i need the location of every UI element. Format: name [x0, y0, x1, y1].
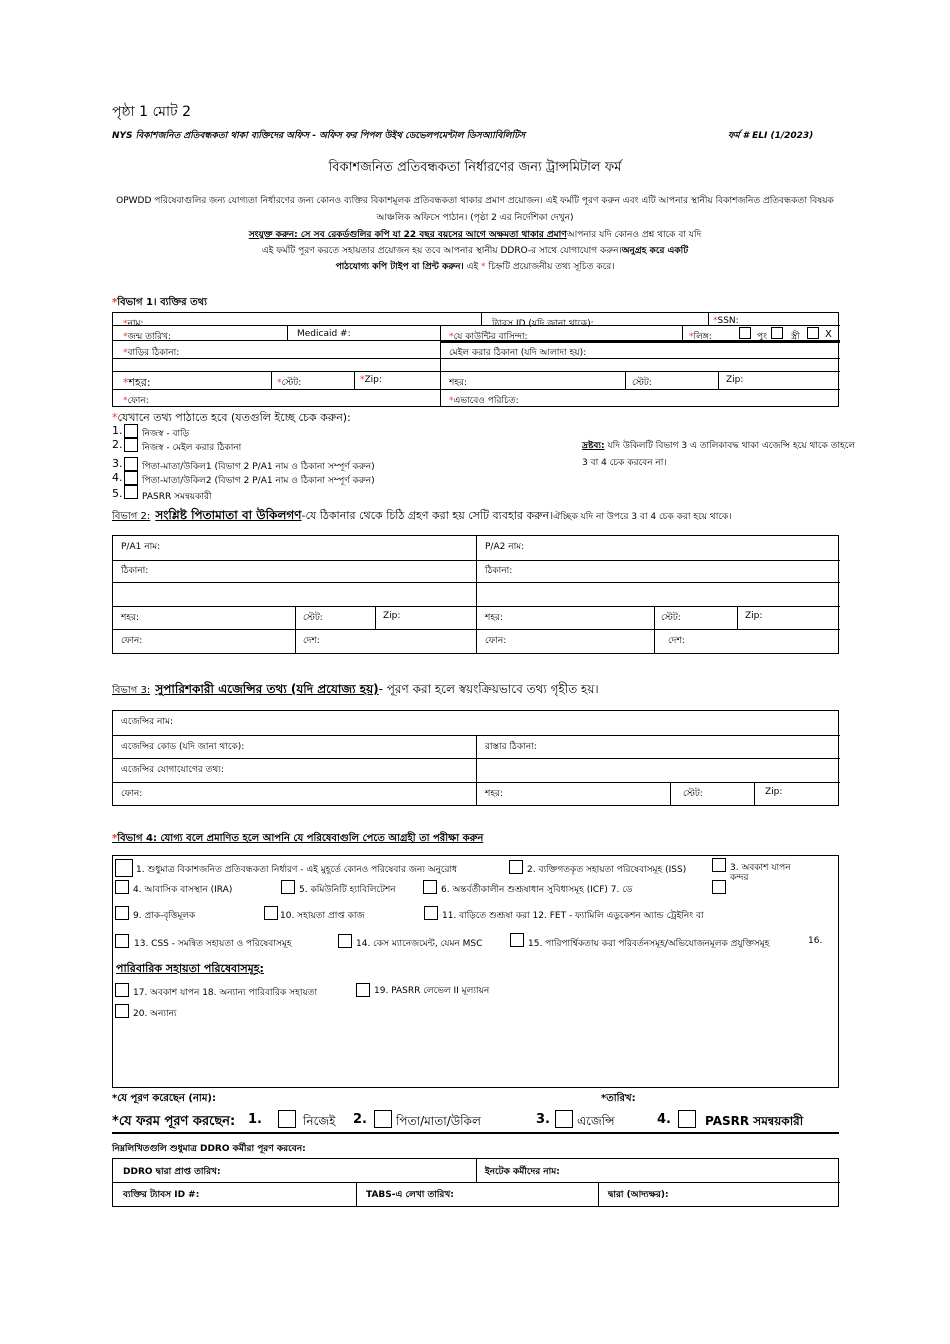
- section1-heading: *বিভাগ 1। ব্যক্তির তথ্য: [112, 297, 207, 308]
- attach-line: [112, 227, 838, 242]
- section3-table: [112, 710, 839, 806]
- send-option-2-checkbox[interactable]: [124, 438, 138, 452]
- zip-field[interactable]: *Zip:: [360, 375, 382, 385]
- agency-zip-field[interactable]: Zip:: [765, 787, 783, 797]
- note-line-1: দ্রষ্টব্য: যদি উকিলটি বিভাগ 3 এ তালিকাবদ্ধ থাকা এজেন্সি হয়ে থাকে তাহলে: [582, 441, 856, 451]
- service-14-label: 14. কেস ম্যানেজমেন্ট, যেমন MSC: [356, 939, 483, 949]
- service-7-checkbox[interactable]: [712, 880, 726, 894]
- pa1-name-field[interactable]: P/A1 নাম:: [121, 542, 161, 552]
- also-known-field[interactable]: *এভাবেও পরিচিত:: [449, 396, 519, 406]
- service-17-checkbox[interactable]: [115, 983, 129, 997]
- send-option-4-checkbox[interactable]: [124, 471, 138, 485]
- agency-state-field[interactable]: স্টেট:: [683, 789, 703, 799]
- service-5-label: 5. কমিউনিটি হ্যাবিলিটেশন: [299, 885, 396, 895]
- home-address-field[interactable]: *বাড়ির ঠিকানা:: [123, 348, 180, 358]
- attach-rest: আপনার যদি কোনও প্রশ্ন থাকে বা যদি: [566, 230, 702, 240]
- help-text: এই ফর্মটি পূরণ করতে সহায়তার প্রয়োজন হয় তবে আপনার স্থানীয় DDRO-র সাথে যোগাযোগ করুন।: [261, 246, 622, 256]
- agency-name-field[interactable]: এজেন্সির নাম:: [121, 717, 173, 727]
- tabs-entry-date-field[interactable]: TABS-এ লেখা তারিখ:: [366, 1190, 454, 1200]
- service-2-label: 2. ব্যক্তিগতকৃত সহায়তা পরিষেবাসমূহ (ISS): [527, 865, 687, 875]
- section4-heading: *বিভাগ 4: যোগ্য বলে প্রমাণিত হলে আপনি যে পরিষেবাগুলি পেতে আগ্রহী তা পরীক্ষা করুন: [112, 833, 484, 844]
- filler-2-label: পিতা/মাতা/উকিল: [396, 1114, 481, 1128]
- pa1-country-field[interactable]: দেশ:: [303, 636, 320, 646]
- send-option-1-num: 1.: [112, 424, 123, 437]
- service-19-checkbox[interactable]: [356, 983, 370, 997]
- ddro-received-date-field[interactable]: DDRO দ্বারা প্রাপ্ত তারিখ:: [123, 1167, 221, 1177]
- office-name: NYS বিকাশজনিত প্রতিবন্ধকতা থাকা ব্যক্তিদের অফিস - অফিস ফর পিপল উইথ ডেভেলপমেন্টাল ডিসঅ্যাবিলিটিস: [112, 131, 526, 141]
- section2-table: [112, 535, 839, 654]
- pa2-country-field[interactable]: দেশ:: [668, 636, 685, 646]
- service-14-checkbox[interactable]: [338, 934, 352, 948]
- date-field[interactable]: *তারিখ:: [601, 1093, 636, 1104]
- gender-label: *লিঙ্গ:: [689, 332, 712, 342]
- send-option-1-checkbox[interactable]: [124, 424, 138, 438]
- pa1-city-field[interactable]: শহর:: [121, 613, 140, 623]
- print-rest-1: এই: [466, 262, 479, 272]
- service-10-checkbox[interactable]: [264, 906, 278, 920]
- agency-phone-field[interactable]: ফোন:: [121, 789, 143, 799]
- pa1-zip-field[interactable]: Zip:: [383, 611, 401, 621]
- pa2-city-field[interactable]: শহর:: [485, 613, 504, 623]
- service-10-label: 10. সহায়তা প্রাপ্ত কাজ: [280, 911, 365, 921]
- send-option-2-label: নিজস্ব - মেইল করার ঠিকানা: [142, 443, 242, 453]
- mailing-address-field[interactable]: মেইল করার ঠিকানা (যদি আলাদা হয়):: [449, 348, 587, 358]
- service-17-label: 17. অবকাশ যাপন 18. অন্যান্য পারিবারিক সহায়তা: [133, 988, 318, 998]
- send-option-4-num: 4.: [112, 471, 123, 484]
- tabs-id-field[interactable]: ট্যাবস ID (যদি জানা থাকে):: [492, 319, 594, 329]
- filler-2-num: 2.: [353, 1112, 367, 1127]
- service-3-label-a: 3. অবকাশ যাপন: [730, 863, 791, 873]
- service-3-label-b: কন্দর: [730, 873, 749, 883]
- service-13-label: 13. CSS - সমন্বিত সহায়তা ও পরিষেবাসমূহ: [134, 939, 292, 949]
- footer-divider: [112, 1132, 839, 1134]
- gender-male-checkbox[interactable]: [771, 327, 783, 339]
- service-16-label: 16.: [808, 936, 823, 946]
- send-option-5-label: PASRR সমন্বয়কারী: [142, 492, 212, 502]
- service-1-checkbox[interactable]: [115, 859, 133, 877]
- name-field[interactable]: *নাম:: [123, 319, 144, 329]
- filler-3-num: 3.: [536, 1112, 550, 1127]
- service-3-checkbox[interactable]: [712, 858, 726, 872]
- send-option-3-num: 3.: [112, 457, 123, 470]
- mailing-state-field[interactable]: স্টেট:: [632, 378, 652, 388]
- intake-staff-name-field[interactable]: ইনটেক কর্মীদের নাম:: [485, 1167, 560, 1177]
- required-asterisk: *: [481, 262, 486, 272]
- print-rest-2: চিহ্নটি প্রয়োজনীয় তথ্য সূচিত করে।: [488, 262, 615, 272]
- gender-female-label: স্ত্রী: [791, 332, 800, 342]
- mailing-city-field[interactable]: শহর:: [449, 378, 468, 388]
- service-4-label: 4. আবাসিক বাসস্থান (IRA): [133, 885, 233, 895]
- phone-field[interactable]: *ফোন:: [123, 396, 149, 406]
- note-line-2: 3 বা 4 চেক করবেন না।: [582, 458, 667, 468]
- form-title: বিকাশজনিত প্রতিবন্ধকতা নির্ধারণের জন্য ট্রান্সমিটাল ফর্ম: [328, 160, 622, 175]
- service-11-label: 11. বাড়িতে শুশ্রূষা করা 12. FET - ফ্যামিলি এডুকেশন অ্যান্ড ট্রেইনিং বা: [442, 911, 704, 921]
- send-option-5-num: 5.: [112, 487, 123, 500]
- filler-3-label: এজেন্সি: [577, 1114, 615, 1128]
- pa1-address-field[interactable]: ঠিকানা:: [121, 566, 149, 576]
- filler-4-checkbox[interactable]: [678, 1110, 696, 1128]
- send-option-4-label: পিতা-মাতা/উকিল2 (বিভাগ 2 P/A1 নাম ও ঠিকানা সম্পূর্ণ করুন): [142, 476, 375, 486]
- service-6-checkbox[interactable]: [423, 880, 437, 894]
- service-20-label: 20. অন্যান্য: [133, 1009, 177, 1019]
- form-number: ফর্ম # ELI (1/2023): [728, 131, 814, 141]
- filler-1-label: নিজেই: [303, 1114, 336, 1128]
- service-1-label: 1. শুধুমাত্র বিকাশজনিত প্রতিবন্ধকতা নির্ধারণ - এই মুহূর্তে কোনও পরিষেবার জন্য অনুরোধ: [136, 865, 458, 875]
- agency-city-field[interactable]: শহর:: [485, 789, 504, 799]
- ddro-only-label: নিম্নলিখিতগুলি শুধুমাত্র DDRO কর্মীরা পূরণ করবেন:: [112, 1144, 306, 1154]
- state-field[interactable]: *স্টেট:: [277, 378, 302, 388]
- help-line: [112, 243, 838, 258]
- medicaid-field[interactable]: Medicaid #:: [297, 329, 351, 339]
- service-19-label: 19. PASRR লেভেল II মূল্যায়ন: [374, 986, 490, 996]
- service-11-checkbox[interactable]: [424, 906, 438, 920]
- send-option-3-label: পিতা-মাতা/উকিল1 (বিভাগ 2 P/A1 নাম ও ঠিকানা সম্পূর্ণ করুন): [142, 462, 375, 472]
- pa2-zip-field[interactable]: Zip:: [745, 611, 763, 621]
- agency-contact-field[interactable]: এজেন্সির যোগাযোগের তথ্য:: [121, 765, 224, 775]
- service-2-checkbox[interactable]: [509, 860, 523, 874]
- pa2-address-field[interactable]: ঠিকানা:: [485, 566, 513, 576]
- dob-field[interactable]: *জন্ম তারিখ:: [123, 332, 172, 342]
- service-5-checkbox[interactable]: [281, 880, 295, 894]
- service-4-checkbox[interactable]: [115, 880, 129, 894]
- service-9-label: 9. প্রাক-বৃত্তিমূলক: [133, 911, 196, 921]
- section1-table: [112, 312, 839, 407]
- intro-line-2: আঞ্চলিক অফিসে পাঠান। (পৃষ্ঠা 2 এর নির্দেশিকা দেখুন): [376, 213, 574, 223]
- agency-code-field[interactable]: এজেন্সির কোড (যদি জানা থাকে):: [121, 742, 245, 752]
- pa2-phone-field[interactable]: ফোন:: [485, 636, 507, 646]
- send-option-3-checkbox[interactable]: [124, 457, 138, 471]
- filler-1-checkbox[interactable]: [278, 1110, 296, 1128]
- intro-line-1: OPWDD পরিষেবাগুলির জন্য যোগ্যতা নির্ধারণের জন্য কোনও ব্যক্তির বিকাশমূলক প্রতিবন্ধকতা থাকার প্রমাণ প্রয়োজন। এই ফর্মটি পূরণ করুন এবং এটি আপনার স্থানীয় বিকাশজনিত প্রতিবন্ধকতা বিষয়ক: [116, 196, 834, 206]
- service-6-label: 6. অন্তর্বর্তীকালীন শুশ্রূষাধান সুবিধাসমূহ (ICF) 7. ডে: [441, 885, 633, 895]
- service-13-checkbox[interactable]: [115, 934, 129, 948]
- send-to-label: *যেখানে তথ্য পাঠাতে হবে (যতগুলি ইচ্ছে চেক করুন):: [112, 411, 351, 424]
- pa1-state-field[interactable]: স্টেট:: [303, 613, 323, 623]
- gender-female-checkbox[interactable]: [807, 327, 819, 339]
- send-option-2-num: 2.: [112, 438, 123, 451]
- section3-heading: বিভাগ 3: সুপারিশকারী এজেন্সির তথ্য (যদি প্রযোজ্য হয়)- পূরণ করা হলে স্বয়ংক্রিয়ভাবে তথ্য গৃহীত হয়।: [112, 682, 599, 696]
- gender-male-label: পুং: [757, 332, 767, 342]
- service-15-label: 15. পারিপার্শ্বিকতায় করা পরিবর্তনসমূহ/অভিযোজনমূলক প্রযুক্তিসমূহ: [528, 939, 770, 949]
- ddro-table: [112, 1158, 839, 1207]
- section2-heading: বিভাগ 2: সংশ্লিষ্ট পিতামাতা বা উকিলগণ-যে ঠিকানার থেকে চিঠি গ্রহণ করা হয় সেটি ব্যবহার করুন।ঐচ্ছিক যদি না উপরে 3 বা 4 চেক করা হয়ে থাকে।: [112, 508, 732, 522]
- service-15-checkbox[interactable]: [510, 933, 524, 947]
- family-support-heading: পারিবারিক সহায়তা পরিষেবাসমূহ:: [116, 962, 264, 975]
- service-9-checkbox[interactable]: [115, 906, 129, 920]
- gender-blank-checkbox[interactable]: [739, 327, 751, 339]
- pa2-name-field[interactable]: P/A2 নাম:: [485, 542, 525, 552]
- send-option-5-checkbox[interactable]: [124, 485, 138, 499]
- gender-x-label: X: [825, 329, 832, 340]
- city-field[interactable]: *শহর:: [123, 376, 151, 389]
- filler-4-num: 4.: [657, 1112, 671, 1127]
- print-bold: পাঠযোগ্য কপি টাইপ বা প্রিন্ট করুন।: [335, 262, 464, 272]
- filler-2-checkbox[interactable]: [374, 1110, 392, 1128]
- attach-bold: সংযুক্ত করুন: সে সব রেকর্ডগুলির কপি যা 22 বছর বয়সের আগে অক্ষমতা থাকার প্রমাণ: [248, 230, 567, 240]
- county-field[interactable]: *যে কাউন্টির বাসিন্দা:: [449, 332, 528, 342]
- page-number: পৃষ্ঠা 1 মোট 2: [112, 104, 191, 120]
- person-tabs-id-field[interactable]: ব্যক্তির ট্যাবস ID #:: [123, 1190, 200, 1200]
- filled-by-name-field[interactable]: *যে পূরণ করেছেন (নাম):: [112, 1093, 216, 1104]
- filler-1-num: 1.: [248, 1112, 262, 1127]
- pa1-phone-field[interactable]: ফোন:: [121, 636, 143, 646]
- pa2-state-field[interactable]: স্টেট:: [661, 613, 681, 623]
- help-bold: অনুগ্রহ করে একটি: [621, 246, 689, 256]
- filler-4-label: PASRR সমন্বয়কারী: [705, 1114, 804, 1128]
- by-initials-field[interactable]: দ্বারা (আদ্যক্ষর):: [608, 1190, 669, 1200]
- filler-type-label: *যে ফরম পূরণ করছেন:: [112, 1114, 236, 1129]
- agency-street-field[interactable]: রাস্তার ঠিকানা:: [485, 742, 537, 752]
- service-20-checkbox[interactable]: [115, 1004, 129, 1018]
- filler-3-checkbox[interactable]: [555, 1110, 573, 1128]
- send-option-1-label: নিজস্ব - বাড়ি: [142, 429, 190, 439]
- mailing-zip-field[interactable]: Zip:: [726, 375, 744, 385]
- print-line: [112, 259, 838, 274]
- ssn-field[interactable]: *SSN:: [713, 316, 739, 326]
